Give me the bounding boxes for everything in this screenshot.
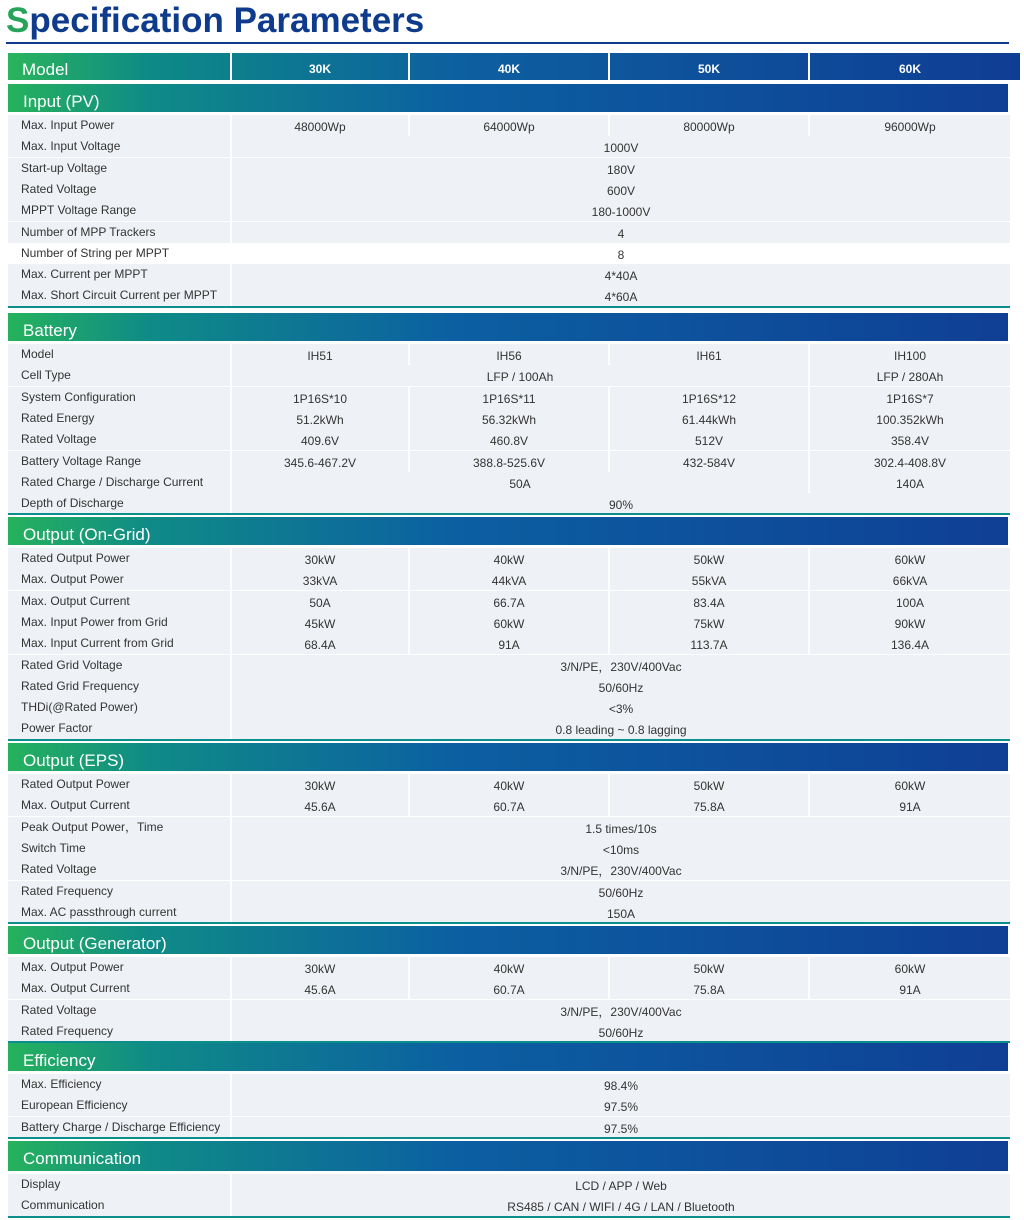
section-header — [8, 84, 1008, 112]
cell-value: <3% — [608, 702, 634, 717]
row-label: Max. Output Power — [21, 960, 124, 974]
cell-value: 90kW — [894, 616, 926, 631]
table-row — [8, 136, 1010, 157]
cell-value: 44kVA — [491, 574, 527, 589]
table-row — [8, 591, 1010, 612]
row-label: Max. Output Power — [21, 572, 124, 587]
cell-value: 98.4% — [603, 1079, 639, 1093]
row-label: Rated Voltage — [21, 432, 97, 447]
row-label: Power Factor — [21, 721, 93, 736]
cell-value: 50kW — [693, 553, 725, 567]
cell-value: 75kW — [693, 616, 725, 631]
table-row — [8, 1174, 1010, 1195]
cell-value: 45.6A — [304, 800, 336, 815]
row-label: Battery Voltage Range — [21, 453, 142, 468]
section-header — [8, 926, 1008, 954]
cell-value: 512V — [694, 434, 724, 449]
table-row — [8, 1021, 1010, 1042]
cell-value: 45.6A — [304, 983, 336, 998]
cell-value: 3/N/PE，230V/400Vac — [560, 864, 682, 879]
cell-value: 68.4A — [304, 638, 336, 653]
cell-value: 0.8 leading ~ 0.8 lagging — [555, 723, 687, 738]
model-header-60k: 60K — [898, 62, 921, 76]
cell-value: 50kW — [693, 962, 725, 976]
table-row — [8, 697, 1010, 718]
cell-value: 4*60A — [604, 290, 638, 305]
section-bottom-rule — [8, 739, 1010, 741]
cell-value: 91A — [498, 638, 520, 653]
table-row — [8, 838, 1010, 859]
cell-value: LCD / APP / Web — [575, 1179, 667, 1193]
cell-value: LFP / 280Ah — [876, 370, 944, 385]
table-row — [8, 429, 1010, 450]
cell-value: 1.5 times/10s — [585, 821, 657, 836]
section-title: Input (PV) — [23, 92, 100, 111]
table-row — [8, 243, 1010, 264]
row-label: Rated Output Power — [21, 551, 130, 565]
cell-value: 180-1000V — [591, 205, 651, 220]
table-row — [8, 569, 1010, 590]
row-label: Rated Voltage — [21, 862, 97, 877]
cell-value: 66.7A — [493, 595, 525, 610]
cell-value: 97.5% — [603, 1121, 639, 1136]
cell-value: 302.4-408.8V — [873, 455, 947, 470]
table-row — [8, 676, 1010, 697]
cell-value: 30kW — [304, 553, 336, 567]
cell-value: 4 — [617, 226, 625, 241]
table-row — [8, 612, 1010, 633]
cell-value: 136.4A — [890, 638, 930, 653]
cell-value: 388.8-525.6V — [472, 455, 546, 470]
cell-value: 600V — [606, 183, 636, 198]
row-label: Rated Output Power — [21, 777, 130, 791]
model-header-50k: 50K — [697, 62, 720, 76]
table-row — [8, 344, 1010, 365]
row-label: Switch Time — [21, 840, 86, 855]
cell-value: 180V — [606, 162, 636, 177]
cell-value: RS485 / CAN / WIFI / 4G / LAN / Bluetooth — [507, 1200, 735, 1215]
title-underline — [6, 42, 1009, 44]
cell-value: 60.7A — [493, 983, 525, 998]
cell-value: 75.8A — [693, 800, 725, 815]
row-label: Max. Input Power — [21, 118, 115, 132]
cell-value: 358.4V — [890, 434, 930, 449]
cell-value: <10ms — [602, 842, 640, 857]
cell-value: 1P16S*11 — [482, 391, 536, 406]
table-row — [8, 387, 1010, 408]
cell-value: 60.7A — [493, 800, 525, 815]
cell-value: 64000Wp — [483, 120, 535, 134]
cell-value: 48000Wp — [294, 120, 346, 134]
cell-value: IH56 — [496, 349, 522, 363]
row-label: Cell Type — [21, 368, 71, 383]
row-label: Rated Charge / Discharge Current — [21, 474, 204, 489]
section-header — [8, 313, 1008, 341]
cell-value: 100.352kWh — [876, 412, 944, 427]
cell-value: 150A — [606, 906, 636, 921]
table-row — [8, 655, 1010, 676]
section-title: Battery — [23, 321, 77, 340]
table-row — [8, 881, 1010, 902]
cell-value: 51.2kWh — [296, 412, 344, 427]
cell-value: 4*40A — [604, 269, 638, 284]
table-row — [8, 222, 1010, 243]
cell-value: 50/60Hz — [598, 1025, 644, 1040]
cell-value: 66kVA — [892, 574, 928, 589]
cell-value: 90% — [608, 498, 634, 513]
table-row — [8, 548, 1010, 569]
table-row — [8, 1074, 1010, 1095]
table-row — [8, 957, 1010, 978]
row-label: Number of String per MPPT — [21, 245, 170, 260]
row-label: Max. Current per MPPT — [21, 267, 148, 282]
row-label: Battery Charge / Discharge Efficiency — [21, 1119, 221, 1134]
model-header-30k: 30K — [308, 62, 331, 76]
cell-value: 3/N/PE，230V/400Vac — [560, 659, 682, 674]
cell-value: 432-584V — [682, 455, 736, 470]
cell-value: 45kW — [304, 616, 336, 631]
table-row — [8, 978, 1010, 999]
cell-value: 96000Wp — [884, 120, 936, 134]
cell-value: 60kW — [493, 616, 525, 631]
cell-value: 33kVA — [302, 574, 338, 589]
table-row — [8, 179, 1010, 200]
cell-value: 345.6-467.2V — [283, 455, 357, 470]
section-bottom-rule — [8, 306, 1010, 308]
cell-value: 3/N/PE，230V/400Vac — [560, 1004, 682, 1019]
row-label: Max. Short Circuit Current per MPPT — [21, 288, 218, 303]
cell-value: 1P16S*12 — [681, 391, 737, 406]
cell-value: 8 — [617, 247, 625, 262]
table-row — [8, 451, 1010, 472]
cell-value: 50/60Hz — [598, 885, 644, 900]
section-title: Output (Generator) — [23, 934, 167, 953]
table-row — [8, 285, 1010, 306]
section-title: Communication — [23, 1149, 142, 1168]
row-label: THDi(@Rated Power) — [21, 700, 138, 715]
cell-value: 97.5% — [603, 1100, 639, 1115]
table-row — [8, 115, 1010, 136]
cell-value: LFP / 100Ah — [486, 370, 554, 385]
cell-value: 409.6V — [300, 434, 340, 449]
table-row — [8, 902, 1010, 923]
cell-value: 1P16S*10 — [292, 391, 348, 406]
row-label: Max. Efficiency — [21, 1077, 102, 1091]
title-text: pecification Parameters — [29, 1, 425, 40]
cell-value: 50A — [309, 595, 331, 610]
table-row — [8, 158, 1010, 179]
table-row — [8, 633, 1010, 654]
cell-value: 55kVA — [691, 574, 727, 589]
cell-value: 80000Wp — [683, 120, 735, 134]
cell-value: 50kW — [693, 779, 725, 793]
table-row — [8, 795, 1010, 816]
cell-value: 50A — [509, 476, 531, 491]
section-header — [8, 1141, 1008, 1171]
section-header — [8, 1043, 1008, 1071]
row-label: Communication — [21, 1198, 105, 1213]
cell-value: 60kW — [894, 962, 926, 976]
cell-value: 60kW — [894, 553, 926, 567]
table-row — [8, 774, 1010, 795]
cell-value: 75.8A — [693, 983, 725, 998]
cell-value: 460.8V — [489, 434, 529, 449]
row-label: System Configuration — [21, 389, 136, 404]
model-header-40k: 40K — [497, 62, 520, 76]
cell-value: IH100 — [893, 349, 927, 363]
row-label: Max. AC passthrough current — [21, 904, 177, 919]
row-label: Rated Frequency — [21, 1023, 114, 1038]
cell-value: 40kW — [493, 779, 525, 793]
table-row — [8, 1095, 1010, 1116]
row-label: Max. Input Power from Grid — [21, 614, 168, 629]
cell-value: 1000V — [603, 141, 639, 156]
cell-value: 56.32kWh — [481, 412, 537, 427]
row-label: Max. Output Current — [21, 798, 130, 813]
model-header-bar — [8, 53, 1020, 80]
row-label: Start-up Voltage — [21, 160, 108, 175]
table-row — [8, 1117, 1010, 1138]
section-title: Output (On-Grid) — [23, 525, 151, 544]
row-label: Model — [21, 347, 54, 361]
table-row — [8, 200, 1010, 221]
table-row — [8, 718, 1010, 739]
row-label: European Efficiency — [21, 1098, 128, 1113]
table-row — [8, 1000, 1010, 1021]
row-label: Display — [21, 1177, 61, 1191]
row-label: Number of MPP Trackers — [21, 224, 156, 239]
cell-value: IH61 — [696, 349, 722, 363]
table-row — [8, 408, 1010, 429]
row-label: Rated Voltage — [21, 181, 97, 196]
cell-value: 140A — [895, 476, 925, 491]
row-label: Rated Grid Frequency — [21, 678, 140, 693]
table-row — [8, 817, 1010, 838]
table-row — [8, 1195, 1010, 1216]
page-title — [6, 0, 424, 42]
row-label: Rated Voltage — [21, 1002, 97, 1017]
cell-value: 30kW — [304, 962, 336, 976]
cell-value: 50/60Hz — [598, 680, 644, 695]
section-title: Output (EPS) — [23, 751, 125, 770]
cell-value: 60kW — [894, 779, 926, 793]
table-row — [8, 365, 1010, 386]
section-header — [8, 517, 1008, 545]
cell-value: 91A — [899, 983, 921, 998]
row-label: Max. Output Current — [21, 593, 130, 608]
table-row — [8, 472, 1010, 493]
row-label: Max. Input Current from Grid — [21, 636, 174, 651]
cell-value: 113.7A — [690, 638, 728, 653]
row-label: MPPT Voltage Range — [21, 203, 137, 218]
cell-value: 30kW — [304, 779, 336, 793]
title-initial: S — [6, 1, 30, 40]
cell-value: IH51 — [307, 349, 333, 363]
cell-value: 40kW — [493, 553, 525, 567]
section-header — [8, 743, 1008, 771]
row-label: Peak Output Power，Time — [21, 819, 164, 834]
row-label: Rated Energy — [21, 410, 95, 425]
table-row — [8, 859, 1010, 880]
cell-value: 61.44kWh — [681, 412, 737, 427]
cell-value: 1P16S*7 — [886, 391, 934, 406]
cell-value: 100A — [895, 595, 925, 610]
section-bottom-rule — [8, 922, 1010, 924]
section-bottom-rule — [8, 1137, 1010, 1139]
model-header-label: Model — [22, 60, 69, 79]
row-label: Depth of Discharge — [21, 496, 124, 511]
row-label: Max. Input Voltage — [21, 139, 121, 154]
table-row — [8, 264, 1010, 285]
section-title: Efficiency — [23, 1051, 96, 1070]
row-label: Rated Grid Voltage — [21, 657, 123, 672]
cell-value: 40kW — [493, 962, 525, 976]
row-label: Rated Frequency — [21, 883, 114, 898]
section-bottom-rule — [8, 513, 1010, 515]
cell-value: 83.4A — [693, 595, 725, 610]
table-row — [8, 493, 1010, 514]
cell-value: 91A — [899, 800, 921, 815]
row-label: Max. Output Current — [21, 981, 130, 996]
